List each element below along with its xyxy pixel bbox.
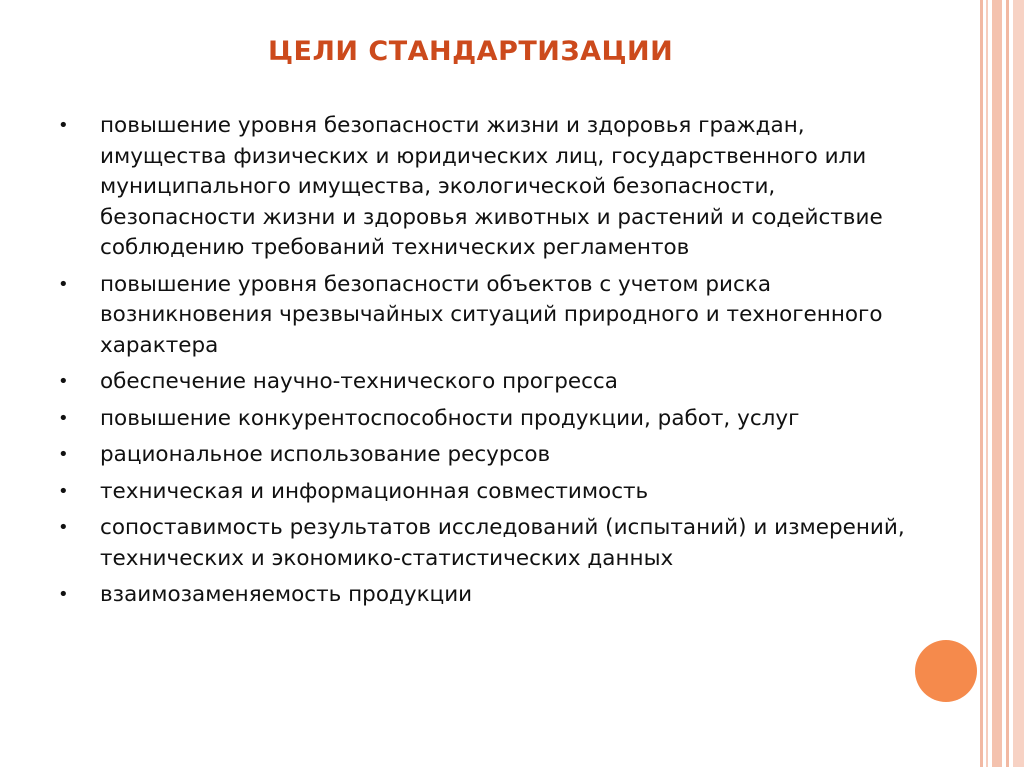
- goal-item: [58, 270, 928, 362]
- goal-text: повышение конкурентоспособности продукции, работ, услуг: [100, 405, 800, 431]
- bullet-icon: •: [58, 517, 69, 538]
- bullet-icon: •: [58, 444, 69, 465]
- decorative-stripe: [992, 0, 1002, 767]
- goals-list: [58, 111, 928, 617]
- decorative-stripe: [1013, 0, 1024, 767]
- goal-item: [58, 477, 928, 508]
- bullet-icon: •: [58, 115, 69, 136]
- bullet-icon: •: [58, 273, 69, 295]
- bullet-icon: •: [58, 371, 69, 392]
- goal-item: [58, 580, 928, 611]
- orange-circle-decoration: [915, 640, 977, 702]
- goal-item: [58, 367, 928, 398]
- goal-item: [58, 111, 928, 264]
- goal-item: [58, 513, 928, 574]
- slide-title: ЦЕЛИ СТАНДАРТИЗАЦИИ: [268, 36, 674, 67]
- goal-text: сопоставимость результатов исследований (испытаний) и измерений, технических и экономико-статистических данных: [100, 515, 905, 571]
- decorative-stripe: [986, 0, 988, 767]
- goal-text: повышение уровня безопасности жизни и здоровья граждан, имущества физических и юридических лиц, государственного или муниципального имущества, экологической безопасности, безопасности жизни и здоровья животных и растений и содействие соблюдению требований технических регламентов: [100, 113, 883, 260]
- goal-text: взаимозаменяемость продукции: [100, 582, 473, 607]
- decorative-stripe: [980, 0, 983, 767]
- bullet-icon: •: [58, 407, 69, 429]
- goal-item: [58, 404, 928, 435]
- goal-text: повышение уровня безопасности объектов с учетом риска возникновения чрезвычайных ситуаций природного и техногенного характера: [100, 271, 883, 358]
- goal-text: техническая и информационная совместимость: [100, 478, 649, 504]
- decorative-stripe: [1006, 0, 1009, 767]
- goal-text: обеспечение научно-технического прогресса: [100, 369, 618, 394]
- goal-text: рациональное использование ресурсов: [100, 442, 551, 467]
- bullet-icon: •: [58, 480, 69, 502]
- goal-item: [58, 440, 928, 471]
- bullet-icon: •: [58, 584, 69, 605]
